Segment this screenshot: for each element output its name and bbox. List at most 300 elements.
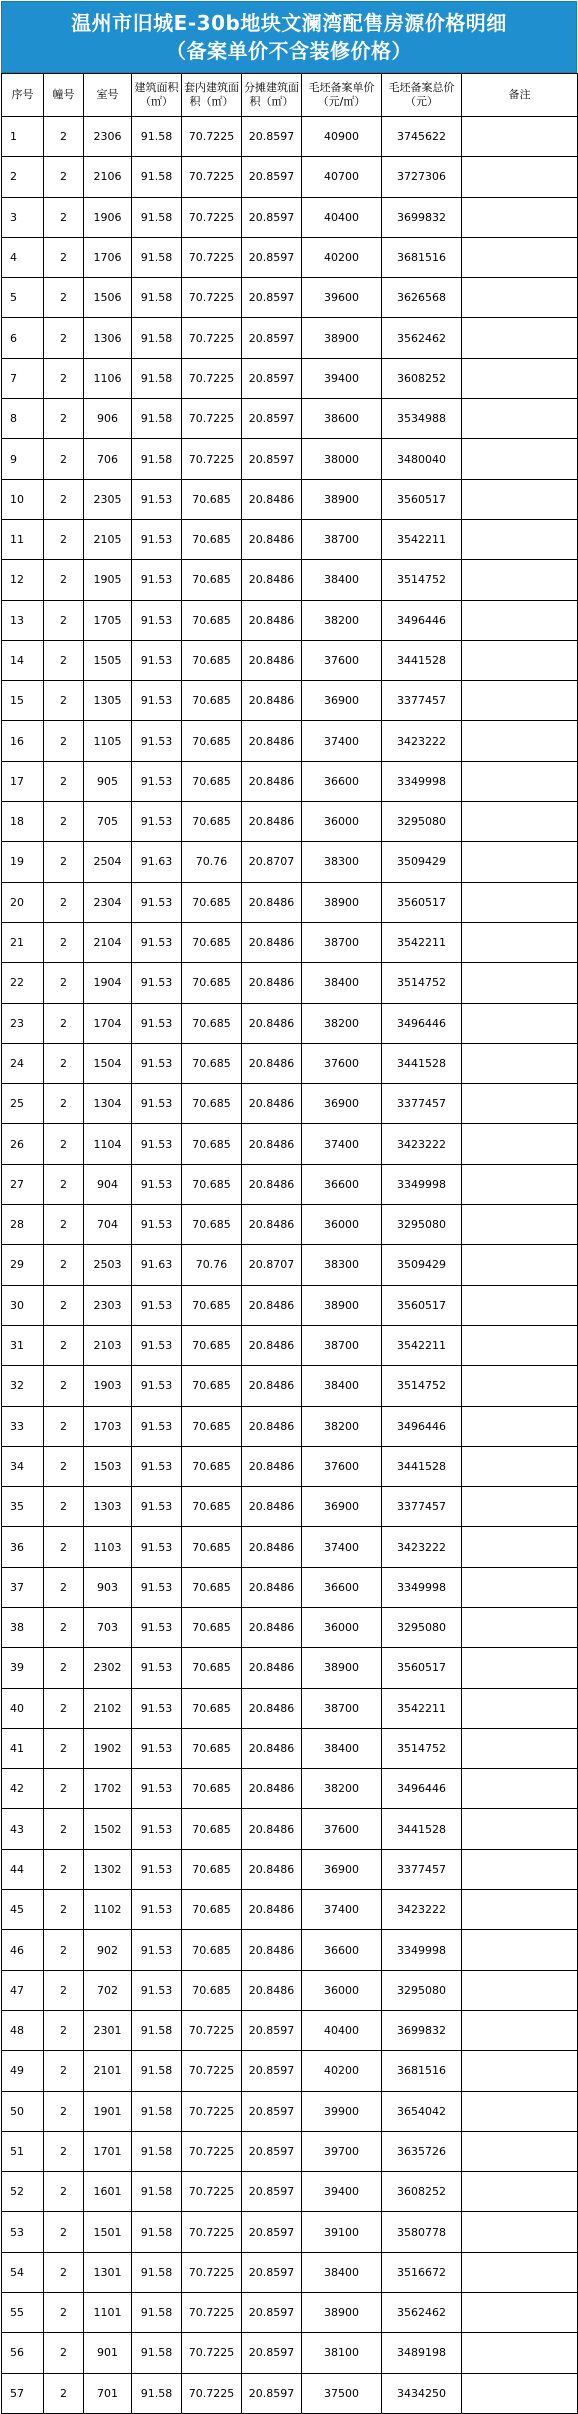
cell-bldg: 2 [44, 1043, 84, 1083]
cell-total: 3542211 [382, 922, 462, 962]
cell-room: 2102 [84, 1688, 132, 1728]
cell-total: 3496446 [382, 1406, 462, 1446]
cell-area: 91.53 [132, 1043, 182, 1083]
cell-bldg: 2 [44, 1003, 84, 1043]
cell-room: 1905 [84, 560, 132, 600]
cell-unit: 37400 [302, 1527, 382, 1567]
cell-no: 32 [2, 1366, 44, 1406]
cell-area: 91.53 [132, 1084, 182, 1124]
cell-inner: 70.685 [182, 1527, 242, 1567]
table-row [2, 2051, 578, 2091]
table-row [2, 1607, 578, 1647]
cell-inner: 70.7225 [182, 439, 242, 479]
cell-total: 3295080 [382, 1970, 462, 2010]
cell-bldg: 2 [44, 761, 84, 801]
cell-unit: 39900 [302, 2091, 382, 2131]
cell-bldg: 2 [44, 721, 84, 761]
cell-area: 91.53 [132, 802, 182, 842]
cell-area: 91.58 [132, 2293, 182, 2333]
cell-note [462, 2010, 578, 2050]
cell-total: 3560517 [382, 882, 462, 922]
cell-bldg: 2 [44, 1084, 84, 1124]
cell-note [462, 1809, 578, 1849]
cell-area: 91.58 [132, 2252, 182, 2292]
cell-room: 2301 [84, 2010, 132, 2050]
cell-no: 18 [2, 802, 44, 842]
cell-total: 3542211 [382, 1325, 462, 1365]
cell-bldg: 2 [44, 2131, 84, 2171]
cell-bldg: 2 [44, 439, 84, 479]
table-row [2, 1245, 578, 1285]
cell-inner: 70.685 [182, 681, 242, 721]
table-row [2, 1406, 578, 1446]
cell-total: 3349998 [382, 761, 462, 801]
table-row [2, 1769, 578, 1809]
cell-no: 54 [2, 2252, 44, 2292]
table-row [2, 681, 578, 721]
cell-room: 2302 [84, 1648, 132, 1688]
cell-inner: 70.685 [182, 1930, 242, 1970]
cell-room: 1306 [84, 318, 132, 358]
cell-room: 1901 [84, 2091, 132, 2131]
cell-inner: 70.685 [182, 922, 242, 962]
cell-unit: 38400 [302, 560, 382, 600]
table-row [2, 1809, 578, 1849]
cell-total: 3514752 [382, 963, 462, 1003]
cell-bldg: 2 [44, 1406, 84, 1446]
cell-no: 33 [2, 1406, 44, 1446]
cell-shared: 20.8486 [242, 1890, 302, 1930]
cell-area: 91.53 [132, 1366, 182, 1406]
cell-shared: 20.8486 [242, 1124, 302, 1164]
cell-no: 45 [2, 1890, 44, 1930]
cell-no: 12 [2, 560, 44, 600]
cell-no: 31 [2, 1325, 44, 1365]
cell-inner: 70.7225 [182, 358, 242, 398]
cell-bldg: 2 [44, 2293, 84, 2333]
table-row [2, 1930, 578, 1970]
cell-inner: 70.7225 [182, 117, 242, 157]
cell-total: 3349998 [382, 1930, 462, 1970]
table-row [2, 2333, 578, 2373]
cell-unit: 40700 [302, 157, 382, 197]
cell-note [462, 1728, 578, 1768]
cell-area: 91.58 [132, 399, 182, 439]
header-cell: 备注 [462, 74, 578, 117]
cell-room: 1906 [84, 197, 132, 237]
cell-area: 91.53 [132, 600, 182, 640]
cell-area: 91.53 [132, 1607, 182, 1647]
cell-area: 91.63 [132, 1245, 182, 1285]
cell-note [462, 721, 578, 761]
cell-room: 1101 [84, 2293, 132, 2333]
cell-note [462, 1164, 578, 1204]
cell-room: 1303 [84, 1487, 132, 1527]
cell-unit: 40900 [302, 117, 382, 157]
cell-inner: 70.7225 [182, 2212, 242, 2252]
cell-total: 3534988 [382, 399, 462, 439]
cell-shared: 20.8597 [242, 117, 302, 157]
cell-area: 91.53 [132, 1567, 182, 1607]
cell-unit: 38300 [302, 842, 382, 882]
cell-no: 51 [2, 2131, 44, 2171]
price-table [1, 73, 578, 2414]
cell-bldg: 2 [44, 1446, 84, 1486]
header-cell: 套内建筑面积（㎡） [182, 74, 242, 117]
table-row [2, 117, 578, 157]
cell-bldg: 2 [44, 399, 84, 439]
cell-total: 3727306 [382, 157, 462, 197]
cell-area: 91.63 [132, 842, 182, 882]
cell-total: 3423222 [382, 1890, 462, 1930]
cell-bldg: 2 [44, 197, 84, 237]
cell-total: 3562462 [382, 2293, 462, 2333]
cell-shared: 20.8486 [242, 1446, 302, 1486]
cell-no: 13 [2, 600, 44, 640]
table-row [2, 399, 578, 439]
cell-bldg: 2 [44, 640, 84, 680]
table-row [2, 2172, 578, 2212]
cell-unit: 38200 [302, 1003, 382, 1043]
cell-room: 1902 [84, 1728, 132, 1768]
cell-unit: 39100 [302, 2212, 382, 2252]
cell-note [462, 1205, 578, 1245]
cell-room: 704 [84, 1205, 132, 1245]
cell-room: 705 [84, 802, 132, 842]
title-banner [1, 1, 577, 73]
table-row [2, 197, 578, 237]
cell-no: 5 [2, 278, 44, 318]
cell-inner: 70.685 [182, 721, 242, 761]
cell-total: 3423222 [382, 721, 462, 761]
cell-area: 91.53 [132, 1003, 182, 1043]
cell-unit: 37400 [302, 1890, 382, 1930]
cell-shared: 20.8597 [242, 2252, 302, 2292]
table-row [2, 882, 578, 922]
cell-bldg: 2 [44, 560, 84, 600]
cell-note [462, 1366, 578, 1406]
cell-total: 3699832 [382, 2010, 462, 2050]
cell-note [462, 117, 578, 157]
table-row [2, 600, 578, 640]
cell-shared: 20.8486 [242, 1366, 302, 1406]
cell-inner: 70.685 [182, 1446, 242, 1486]
cell-shared: 20.8486 [242, 1607, 302, 1647]
cell-unit: 38200 [302, 1769, 382, 1809]
cell-unit: 36600 [302, 1164, 382, 1204]
cell-bldg: 2 [44, 882, 84, 922]
cell-note [462, 1930, 578, 1970]
table-row [2, 1124, 578, 1164]
cell-area: 91.53 [132, 721, 182, 761]
cell-note [462, 237, 578, 277]
cell-unit: 37600 [302, 1043, 382, 1083]
cell-area: 91.53 [132, 922, 182, 962]
cell-area: 91.58 [132, 2373, 182, 2413]
cell-unit: 38200 [302, 600, 382, 640]
table-row [2, 157, 578, 197]
title-line-1: 温州市旧城E-30b地块文澜湾配售房源价格明细 [71, 11, 507, 35]
cell-total: 3608252 [382, 358, 462, 398]
cell-bldg: 2 [44, 1366, 84, 1406]
cell-unit: 38400 [302, 1366, 382, 1406]
cell-no: 44 [2, 1849, 44, 1889]
cell-note [462, 519, 578, 559]
cell-inner: 70.685 [182, 1487, 242, 1527]
cell-room: 2101 [84, 2051, 132, 2091]
cell-unit: 36600 [302, 1567, 382, 1607]
cell-area: 91.53 [132, 1728, 182, 1768]
cell-bldg: 2 [44, 1728, 84, 1768]
cell-unit: 38900 [302, 479, 382, 519]
cell-no: 22 [2, 963, 44, 1003]
cell-inner: 70.7225 [182, 2131, 242, 2171]
table-row [2, 560, 578, 600]
cell-bldg: 2 [44, 1245, 84, 1285]
cell-room: 903 [84, 1567, 132, 1607]
header-cell: 毛坯备案总价（元） [382, 74, 462, 117]
cell-bldg: 2 [44, 117, 84, 157]
cell-bldg: 2 [44, 318, 84, 358]
cell-room: 1305 [84, 681, 132, 721]
cell-note [462, 1648, 578, 1688]
cell-bldg: 2 [44, 1769, 84, 1809]
cell-inner: 70.7225 [182, 318, 242, 358]
cell-inner: 70.685 [182, 1809, 242, 1849]
cell-total: 3560517 [382, 479, 462, 519]
cell-no: 52 [2, 2172, 44, 2212]
cell-bldg: 2 [44, 1809, 84, 1849]
cell-inner: 70.685 [182, 1849, 242, 1889]
cell-total: 3560517 [382, 1285, 462, 1325]
cell-unit: 38700 [302, 1325, 382, 1365]
cell-total: 3516672 [382, 2252, 462, 2292]
cell-note [462, 278, 578, 318]
cell-room: 2304 [84, 882, 132, 922]
cell-room: 1505 [84, 640, 132, 680]
table-body [2, 117, 578, 2414]
cell-shared: 20.8597 [242, 2212, 302, 2252]
cell-total: 3377457 [382, 1084, 462, 1124]
cell-shared: 20.8597 [242, 2051, 302, 2091]
cell-room: 2103 [84, 1325, 132, 1365]
cell-unit: 38900 [302, 1285, 382, 1325]
cell-inner: 70.685 [182, 1406, 242, 1446]
table-row [2, 1043, 578, 1083]
cell-total: 3681516 [382, 237, 462, 277]
cell-unit: 38700 [302, 922, 382, 962]
table-row [2, 721, 578, 761]
cell-no: 41 [2, 1728, 44, 1768]
cell-note [462, 197, 578, 237]
table-row [2, 1648, 578, 1688]
cell-note [462, 358, 578, 398]
cell-bldg: 2 [44, 802, 84, 842]
cell-area: 91.53 [132, 1930, 182, 1970]
cell-no: 19 [2, 842, 44, 882]
cell-bldg: 2 [44, 2252, 84, 2292]
cell-shared: 20.8707 [242, 842, 302, 882]
cell-no: 15 [2, 681, 44, 721]
cell-no: 40 [2, 1688, 44, 1728]
cell-area: 91.53 [132, 1446, 182, 1486]
cell-total: 3480040 [382, 439, 462, 479]
table-row [2, 761, 578, 801]
cell-no: 16 [2, 721, 44, 761]
cell-inner: 70.685 [182, 1728, 242, 1768]
cell-area: 91.53 [132, 1890, 182, 1930]
cell-bldg: 2 [44, 157, 84, 197]
cell-area: 91.53 [132, 1809, 182, 1849]
table-row [2, 1366, 578, 1406]
cell-inner: 70.685 [182, 1688, 242, 1728]
cell-area: 91.58 [132, 157, 182, 197]
cell-total: 3423222 [382, 1527, 462, 1567]
cell-unit: 38300 [302, 1245, 382, 1285]
cell-unit: 36900 [302, 681, 382, 721]
cell-shared: 20.8597 [242, 2293, 302, 2333]
cell-area: 91.58 [132, 197, 182, 237]
cell-total: 3580778 [382, 2212, 462, 2252]
table-row [2, 1728, 578, 1768]
cell-area: 91.53 [132, 1648, 182, 1688]
cell-bldg: 2 [44, 519, 84, 559]
cell-shared: 20.8597 [242, 2333, 302, 2373]
cell-shared: 20.8486 [242, 1527, 302, 1567]
cell-room: 703 [84, 1607, 132, 1647]
cell-no: 20 [2, 882, 44, 922]
cell-unit: 36600 [302, 761, 382, 801]
cell-shared: 20.8486 [242, 922, 302, 962]
cell-area: 91.53 [132, 1325, 182, 1365]
cell-no: 48 [2, 2010, 44, 2050]
cell-unit: 38900 [302, 882, 382, 922]
cell-total: 3635726 [382, 2131, 462, 2171]
cell-shared: 20.8597 [242, 197, 302, 237]
cell-room: 1106 [84, 358, 132, 398]
cell-note [462, 1607, 578, 1647]
cell-unit: 36900 [302, 1849, 382, 1889]
cell-inner: 70.685 [182, 1043, 242, 1083]
cell-total: 3514752 [382, 560, 462, 600]
cell-unit: 39400 [302, 358, 382, 398]
cell-unit: 38900 [302, 318, 382, 358]
cell-unit: 38200 [302, 1406, 382, 1446]
cell-area: 91.58 [132, 2172, 182, 2212]
table-row [2, 842, 578, 882]
cell-note [462, 842, 578, 882]
cell-no: 3 [2, 197, 44, 237]
cell-no: 8 [2, 399, 44, 439]
cell-unit: 36900 [302, 1084, 382, 1124]
cell-inner: 70.685 [182, 761, 242, 801]
title-line-2: （备案单价不含装修价格） [166, 39, 412, 63]
table-row [2, 237, 578, 277]
cell-note [462, 882, 578, 922]
cell-total: 3349998 [382, 1567, 462, 1607]
cell-no: 55 [2, 2293, 44, 2333]
cell-shared: 20.8486 [242, 479, 302, 519]
cell-total: 3562462 [382, 318, 462, 358]
table-row [2, 2010, 578, 2050]
cell-no: 43 [2, 1809, 44, 1849]
cell-bldg: 2 [44, 1285, 84, 1325]
cell-note [462, 2212, 578, 2252]
cell-unit: 37600 [302, 1446, 382, 1486]
cell-shared: 20.8486 [242, 1930, 302, 1970]
cell-area: 91.58 [132, 2333, 182, 2373]
cell-unit: 38400 [302, 2252, 382, 2292]
table-row [2, 640, 578, 680]
cell-area: 91.53 [132, 640, 182, 680]
table-row [2, 479, 578, 519]
cell-bldg: 2 [44, 1567, 84, 1607]
cell-area: 91.58 [132, 318, 182, 358]
cell-inner: 70.685 [182, 1084, 242, 1124]
cell-bldg: 2 [44, 1205, 84, 1245]
cell-bldg: 2 [44, 2333, 84, 2373]
cell-inner: 70.76 [182, 1245, 242, 1285]
cell-unit: 36000 [302, 1607, 382, 1647]
cell-room: 1301 [84, 2252, 132, 2292]
cell-area: 91.53 [132, 1527, 182, 1567]
cell-unit: 36000 [302, 1970, 382, 2010]
cell-note [462, 681, 578, 721]
cell-note [462, 1406, 578, 1446]
cell-total: 3608252 [382, 2172, 462, 2212]
cell-room: 906 [84, 399, 132, 439]
cell-note [462, 1285, 578, 1325]
cell-total: 3699832 [382, 197, 462, 237]
cell-note [462, 1769, 578, 1809]
cell-total: 3509429 [382, 1245, 462, 1285]
cell-note [462, 1446, 578, 1486]
cell-inner: 70.685 [182, 1607, 242, 1647]
cell-room: 1504 [84, 1043, 132, 1083]
cell-bldg: 2 [44, 922, 84, 962]
table-row [2, 1003, 578, 1043]
cell-shared: 20.8597 [242, 2172, 302, 2212]
cell-no: 47 [2, 1970, 44, 2010]
cell-bldg: 2 [44, 2010, 84, 2050]
cell-bldg: 2 [44, 2051, 84, 2091]
cell-inner: 70.7225 [182, 2373, 242, 2413]
cell-note [462, 1970, 578, 2010]
cell-inner: 70.685 [182, 600, 242, 640]
table-row [2, 802, 578, 842]
cell-shared: 20.8597 [242, 2131, 302, 2171]
cell-room: 1104 [84, 1124, 132, 1164]
cell-no: 10 [2, 479, 44, 519]
cell-note [462, 2293, 578, 2333]
cell-no: 35 [2, 1487, 44, 1527]
cell-room: 1903 [84, 1366, 132, 1406]
cell-area: 91.53 [132, 1487, 182, 1527]
cell-no: 9 [2, 439, 44, 479]
cell-no: 21 [2, 922, 44, 962]
cell-inner: 70.685 [182, 1164, 242, 1204]
cell-no: 56 [2, 2333, 44, 2373]
cell-unit: 37600 [302, 1809, 382, 1849]
cell-inner: 70.685 [182, 519, 242, 559]
cell-no: 30 [2, 1285, 44, 1325]
cell-note [462, 318, 578, 358]
cell-inner: 70.685 [182, 1890, 242, 1930]
cell-note [462, 1890, 578, 1930]
cell-inner: 70.685 [182, 640, 242, 680]
cell-no: 46 [2, 1930, 44, 1970]
cell-shared: 20.8486 [242, 1487, 302, 1527]
